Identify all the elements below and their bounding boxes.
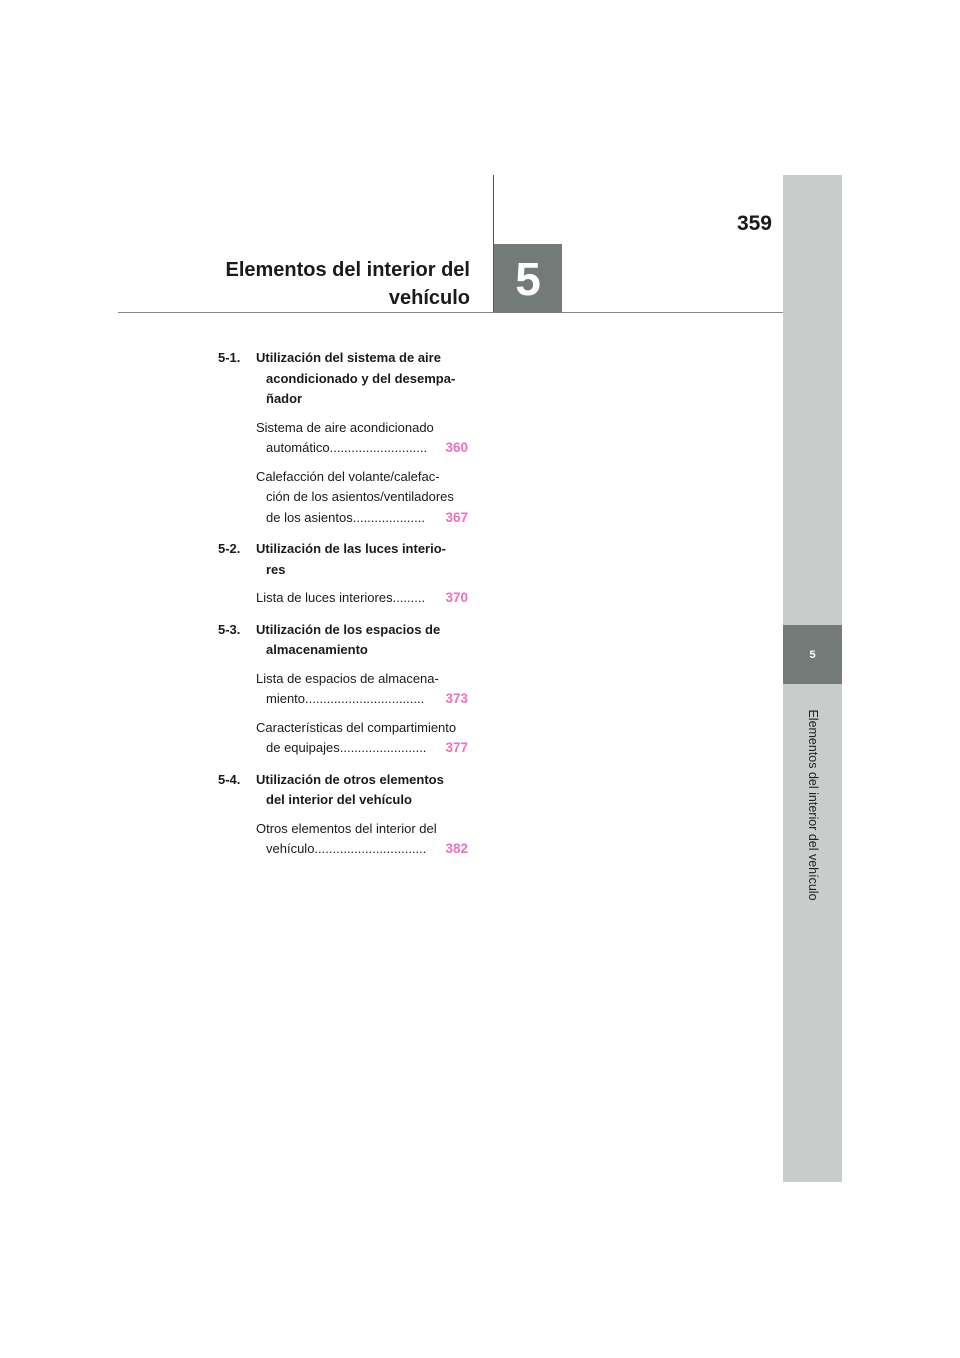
toc-section-5-2[interactable] — [218, 539, 468, 580]
chapter-title-line: vehículo — [388, 287, 470, 309]
page-link[interactable]: 382 — [445, 841, 468, 856]
section-title-line: acondicionado y del desempa- — [266, 370, 456, 386]
section-number: 5-2. — [218, 541, 241, 556]
entry-text-line: de los asientos — [266, 509, 353, 525]
toc-entry[interactable] — [218, 418, 468, 459]
page-link[interactable]: 360 — [445, 440, 468, 455]
entry-text-line: Lista de luces interiores — [256, 590, 393, 605]
toc-section-5-1[interactable] — [218, 348, 468, 410]
section-title-line: del interior del vehículo — [266, 792, 412, 807]
page-link[interactable]: 377 — [445, 740, 468, 755]
section-number: 5-4. — [218, 771, 241, 787]
header-horizontal-rule — [118, 312, 783, 313]
toc-entry[interactable] — [218, 819, 468, 860]
side-tab-label: Elementos del interior del vehículo — [806, 709, 820, 901]
entry-text-line: Otros elementos del interior del — [256, 820, 437, 836]
entry-text-line: Sistema de aire acondicionado — [256, 419, 434, 435]
entry-text-line: Calefacción del volante/calefac- — [256, 468, 440, 484]
leader-dots: ......... — [392, 590, 426, 605]
toc-section-5-3[interactable] — [218, 620, 468, 661]
leader-dots: ........................ — [339, 740, 427, 755]
section-title-line: almacenamiento — [266, 642, 368, 657]
leader-dots: ........................... — [329, 440, 428, 455]
page-link[interactable]: 373 — [445, 691, 468, 706]
toc-entry[interactable] — [218, 467, 468, 529]
page-number: 359 — [736, 212, 772, 235]
page-link[interactable]: 367 — [445, 509, 468, 525]
side-tab-number[interactable]: 5 — [783, 625, 842, 684]
section-title-line: Utilización de las luces interio- — [256, 541, 446, 556]
section-number: 5-1. — [218, 350, 241, 365]
toc-entry[interactable] — [218, 718, 468, 759]
section-title-line: ñador — [266, 391, 303, 406]
leader-dots: ................................. — [305, 691, 425, 706]
entry-text-line: miento — [266, 691, 306, 706]
toc-section-5-4[interactable] — [218, 770, 468, 811]
entry-text-line: ción de los asientos/ventiladores — [266, 489, 454, 504]
entry-text-line: automático — [266, 440, 330, 455]
entry-text-line: de equipajes — [266, 740, 340, 755]
entry-text-line: vehículo — [266, 841, 315, 856]
chapter-number-box: 5 — [494, 244, 562, 313]
chapter-title — [200, 256, 470, 312]
entry-text-line: Lista de espacios de almacena- — [256, 670, 439, 686]
section-title-line: Utilización de otros elementos — [256, 771, 444, 787]
section-number: 5-3. — [218, 621, 241, 637]
table-of-contents — [218, 343, 468, 860]
toc-entry[interactable] — [218, 669, 468, 710]
leader-dots: .................... — [352, 509, 425, 525]
section-title-line: res — [266, 561, 286, 577]
entry-text-line: Características del compartimiento — [256, 719, 457, 735]
section-title-line: Utilización de los espacios de — [256, 621, 441, 637]
toc-entry[interactable] — [218, 588, 468, 609]
section-title-line: Utilización del sistema de aire — [256, 350, 441, 365]
page-link[interactable]: 370 — [445, 590, 468, 605]
chapter-title-line: Elementos del interior del — [225, 259, 470, 281]
leader-dots: ............................... — [314, 841, 427, 856]
